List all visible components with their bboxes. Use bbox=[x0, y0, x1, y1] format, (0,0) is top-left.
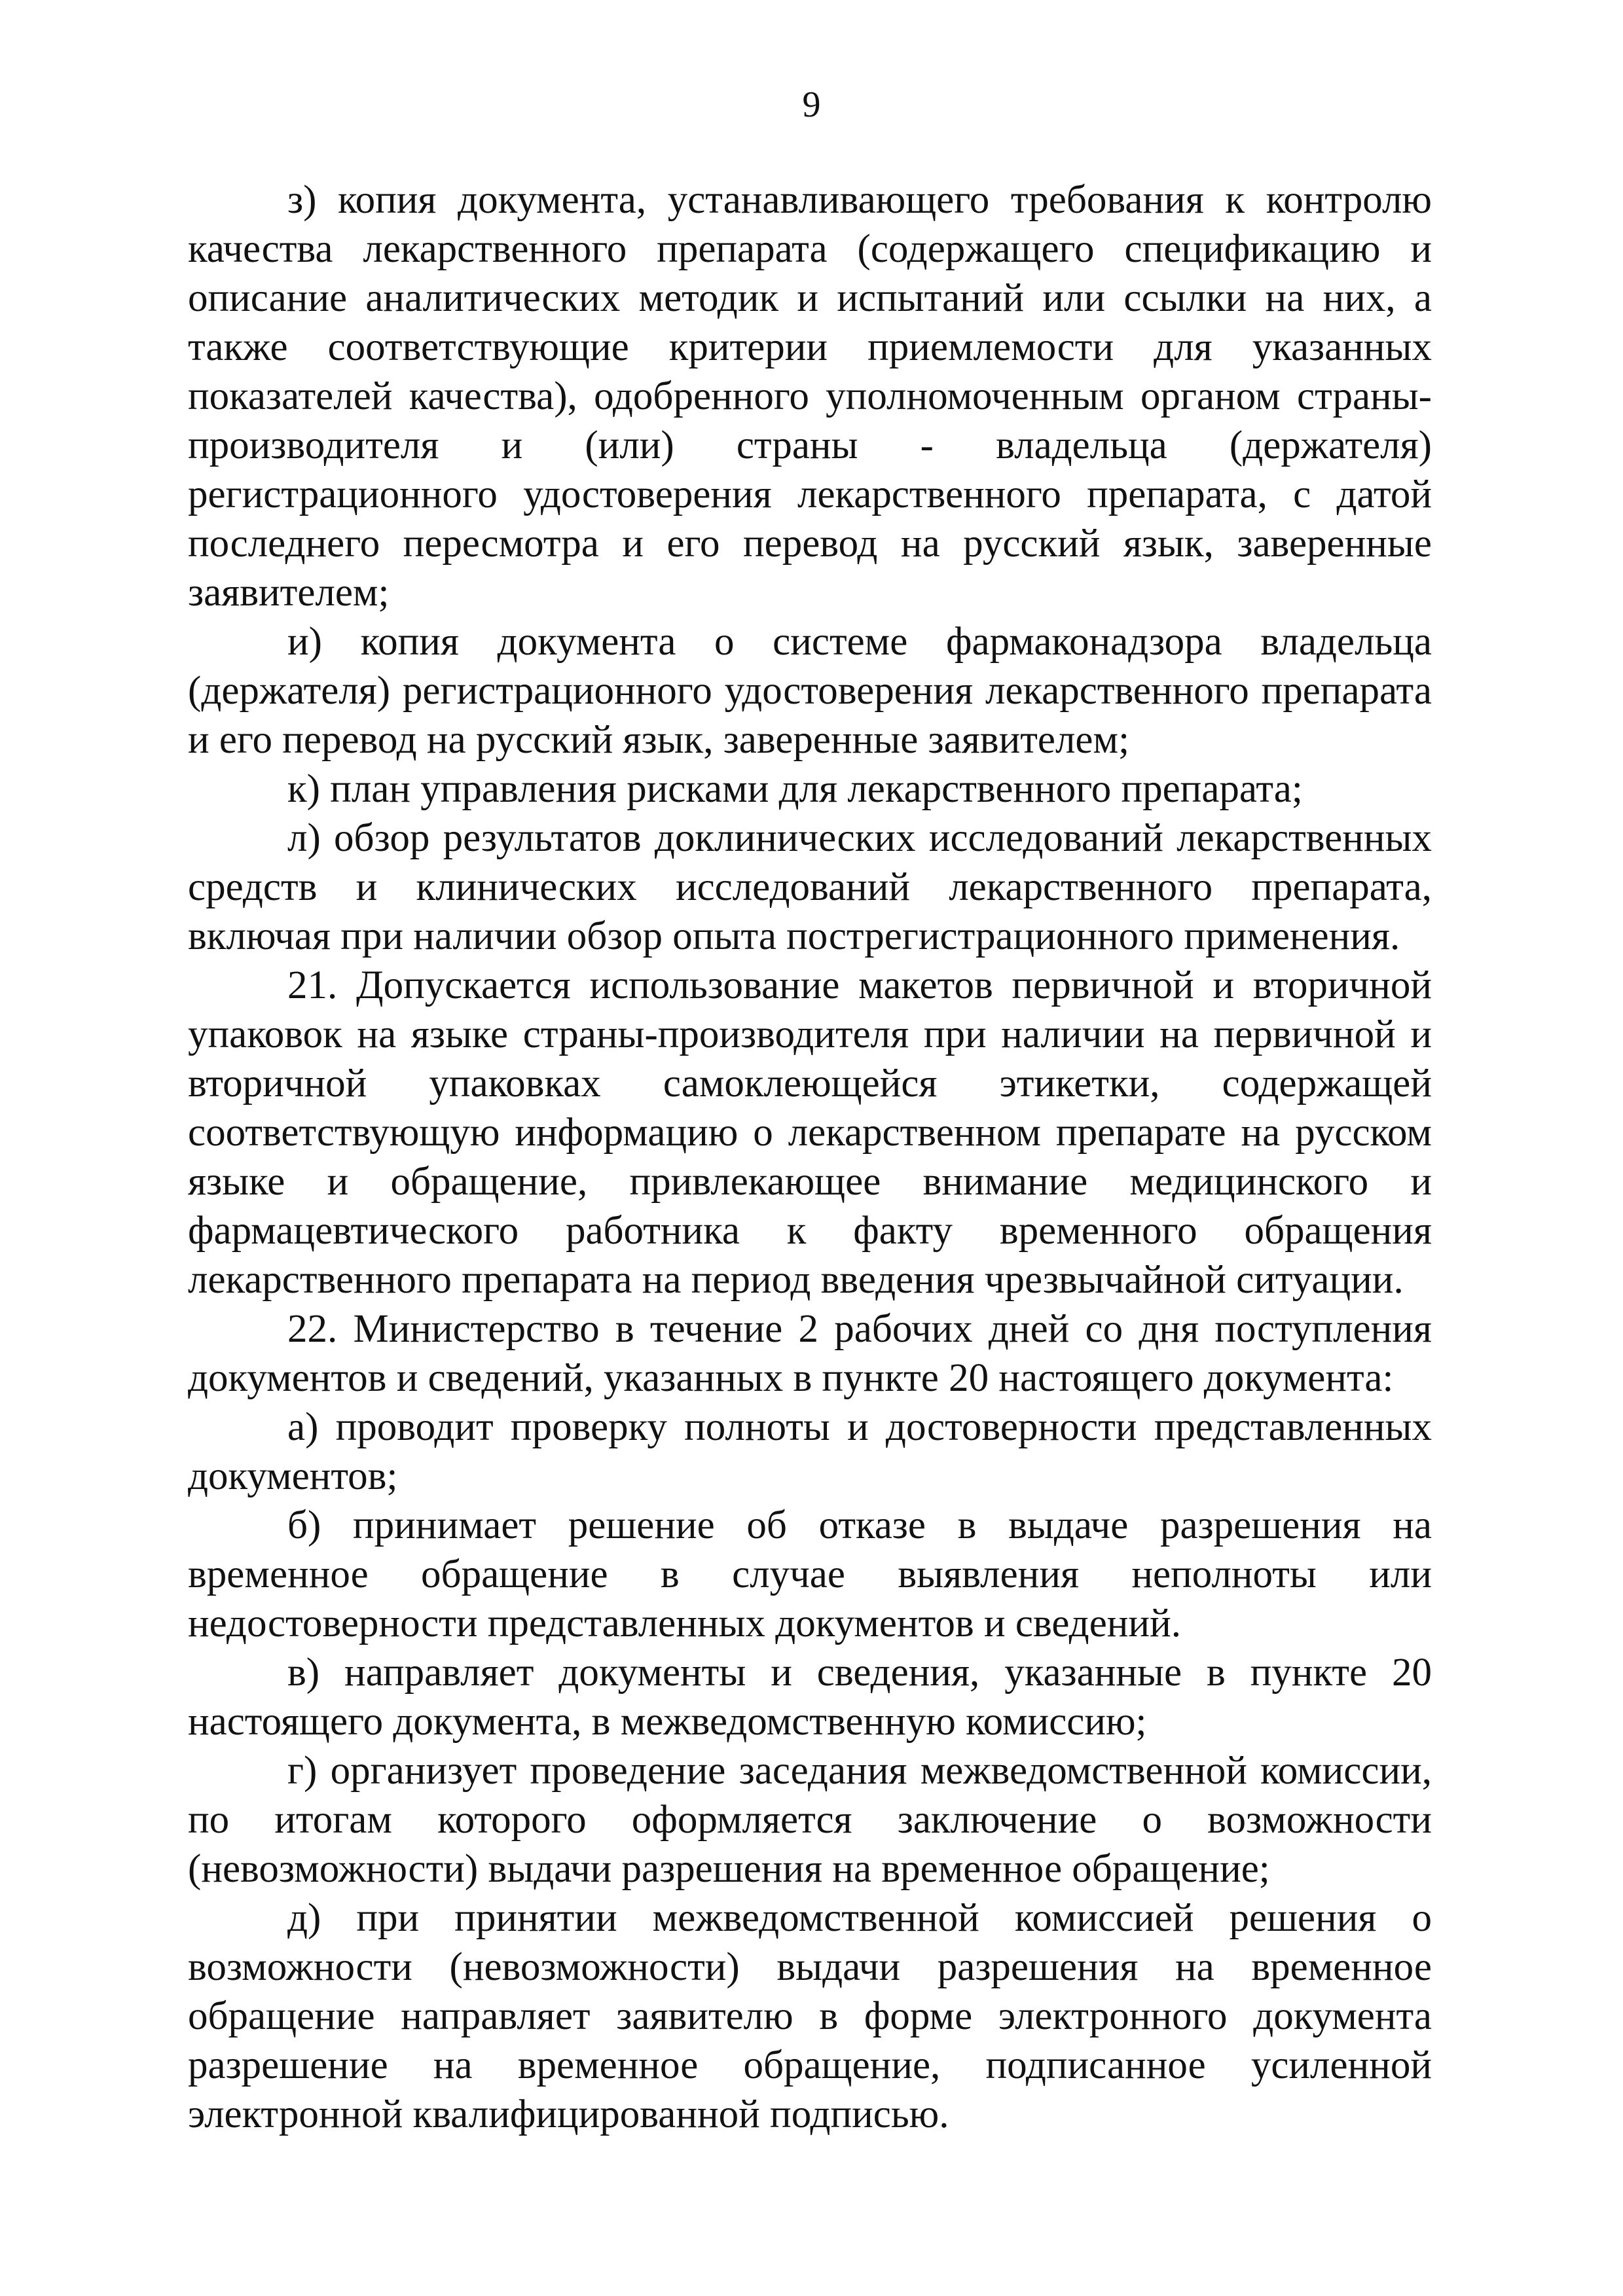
paragraph-l: л) обзор результатов доклинических исследований лекарственных средств и клинических исследований лекарственного препарата, включая при наличии обзор опыта пострегистрационного применения. bbox=[188, 816, 1432, 958]
paragraph-b: б) принимает решение об отказе в выдаче разрешения на временное обращение в случае выявления неполноты или недостоверности представленных документов и сведений. bbox=[188, 1503, 1432, 1645]
paragraph-d: д) при принятии межведомственной комиссией решения о возможности (невозможности) выдачи разрешения на временное обращение направляет заявителю в форме электронного документа разрешение на временное обращение, подписанное усиленной электронной квалифицированной подписью. bbox=[188, 1896, 1432, 2136]
document-body bbox=[188, 175, 1432, 2139]
paragraph-v: в) направляет документы и сведения, указанные в пункте 20 настоящего документа, в межведомственную комиссию; bbox=[188, 1651, 1432, 1744]
paragraph-i: и) копия документа о системе фармаконадзора владельца (держателя) регистрационного удостоверения лекарственного препарата и его перевод на русский язык, заверенные заявителем; bbox=[188, 620, 1432, 762]
page-number: 9 bbox=[802, 84, 821, 125]
paragraph-a: а) проводит проверку полноты и достоверности представленных документов; bbox=[188, 1405, 1432, 1498]
paragraph-z: з) копия документа, устанавливающего требования к контролю качества лекарственного препарата (содержащего спецификацию и описание аналитических методик и испытаний или ссылки на них, а также соответствующие критерии приемлемости для указанных показателей качества), одобренного уполномоченным органом страны-производителя и (или) страны - владельца (держателя) регистрационного удостоверения лекарственного препарата, с датой последнего пересмотра и его перевод на русский язык, заверенные заявителем; bbox=[188, 178, 1432, 615]
paragraph-22: 22. Министерство в течение 2 рабочих дней со дня поступления документов и сведений, указанных в пункте 20 настоящего документа: bbox=[188, 1307, 1432, 1400]
paragraph-k: к) план управления рисками для лекарственного препарата; bbox=[287, 767, 1303, 811]
paragraph-21: 21. Допускается использование макетов первичной и вторичной упаковок на языке страны-производителя при наличии на первичной и вторичной упаковках самоклеющейся этикетки, содержащей соответствующую информацию о лекарственном препарате на русском языке и обращение, привлекающее внимание медицинского и фармацевтического работника к факту временного обращения лекарственного препарата на период введения чрезвычайной ситуации. bbox=[188, 963, 1432, 1302]
paragraph-g: г) организует проведение заседания межведомственной комиссии, по итогам которого оформляется заключение о возможности (невозможности) выдачи разрешения на временное обращение; bbox=[188, 1749, 1432, 1891]
